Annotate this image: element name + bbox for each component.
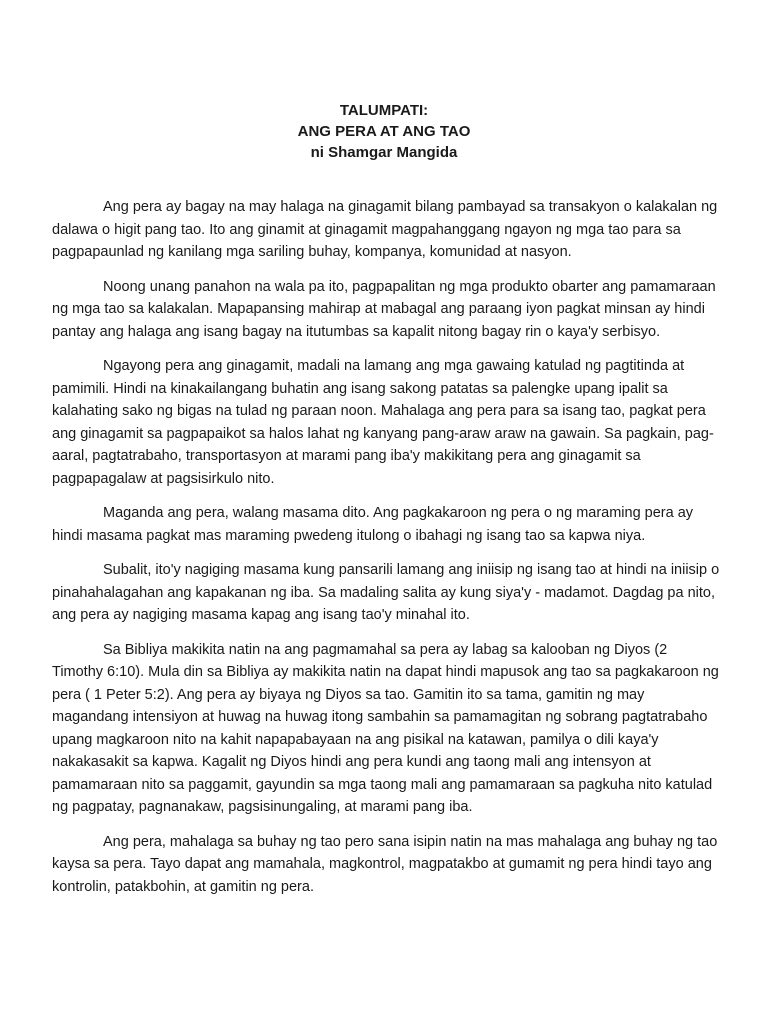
paragraph-2: Noong unang panahon na wala pa ito, pagpapalitan ng mga produkto obarter ang pamamaraan ng mga tao sa kalakalan. Mapapansing mahirap at mabagal ang paraang iyon pagkat minsan ay hindi pantay ang halaga ang isang bagay na itutumbas sa kapalit nitong bagay rin o kaya'y serbisyo. — [52, 278, 716, 340]
paragraph-1: Ang pera ay bagay na may halaga na ginagamit bilang pambayad sa transakyon o kalakalan ng dalawa o higit pang tao. Ito ang ginamit at ginagamit magpahanggang ngayon ng mga tao para sa pagpapaunlad ng kanilang mga sariling buhay, kompanya, komunidad at nasyon. — [52, 199, 718, 260]
paragraph-5: Subalit, ito'y nagiging masama kung pansarili lamang ang iniisip ng isang tao at hindi na iniisip o pinahahalagahan ang kapakanan ng iba. Sa madaling salita ay kung siya'y - madamot. Dagdag pa nito, ang pera ay nagiging masama kapag ang isang tao'y minahal ito. — [52, 562, 720, 623]
author-line: ni Shamgar Mangida — [310, 144, 458, 161]
paragraph-3: Ngayong pera ang ginagamit, madali na lamang ang mga gawaing katulad ng pagtitinda at pamimili. Hindi na kinakailangang buhatin ang isang sakong patatas sa palengke upang ipalit sa kalahating sako ng bigas na tulad ng paraan noon. Mahalaga ang pera para sa isang tao, pagkat pera ang ginagamit sa pagpapaikot sa halos lahat ng kanyang pang-araw araw na gawain. Sa pagkain, pag-aaral, pagtatrabaho, transportasyon at marami pang iba'y makikitang pera ang ginagamit sa pagpapagalaw at pagsisirkulo nito. — [52, 358, 714, 487]
paragraph-7: Ang pera, mahalaga sa buhay ng tao pero sana isipin natin na mas mahalaga ang buhay ng tao kaysa sa pera. Tayo dapat ang mamahala, magkontrol, magpatakbo at gumamit ng pera hindi tayo ang kontrolin, patakbohin, at gamitin ng pera. — [52, 833, 718, 895]
title-line-2: ANG PERA AT ANG TAO — [297, 123, 471, 140]
title-line-1: TALUMPATI: — [339, 102, 429, 119]
paragraph-4: Maganda ang pera, walang masama dito. Ang pagkakaroon ng pera o ng maraming pera ay hindi masama pagkat mas maraming pwedeng itulong o ibahagi ng isang tao sa kapwa niya. — [52, 505, 694, 544]
document-heading — [0, 100, 768, 163]
document-body — [52, 196, 720, 910]
paragraph-6: Sa Bibliya makikita natin na ang pagmamahal sa pera ay labag sa kalooban ng Diyos (2 Timothy 6:10). Mula din sa Bibliya ay makikita natin na dapat hindi mapusok ang tao sa pagkakaroon ng pera ( 1 Peter 5:2). Ang pera ay biyaya ng Diyos sa tao. Gamitin ito sa tama, gamitin ng may magandang intensiyon at huwag na huwag itong sambahin sa pamamagitan ng sobrang pagtatrabaho upang magkaroon nito na kahit napapabayaan na ang pisikal na katawan, pamilya o dili kaya'y nakakasakit sa kapwa. Kagalit ng Diyos hindi ang pera kundi ang taong mali ang intensyon at pamamaraan nito sa paggamit, gayundin sa mga taong mali ang pamamaraan sa pagkuha nito katulad ng pagpatay, pagnanakaw, pagsisinungaling, at marami pang iba. — [52, 641, 719, 815]
